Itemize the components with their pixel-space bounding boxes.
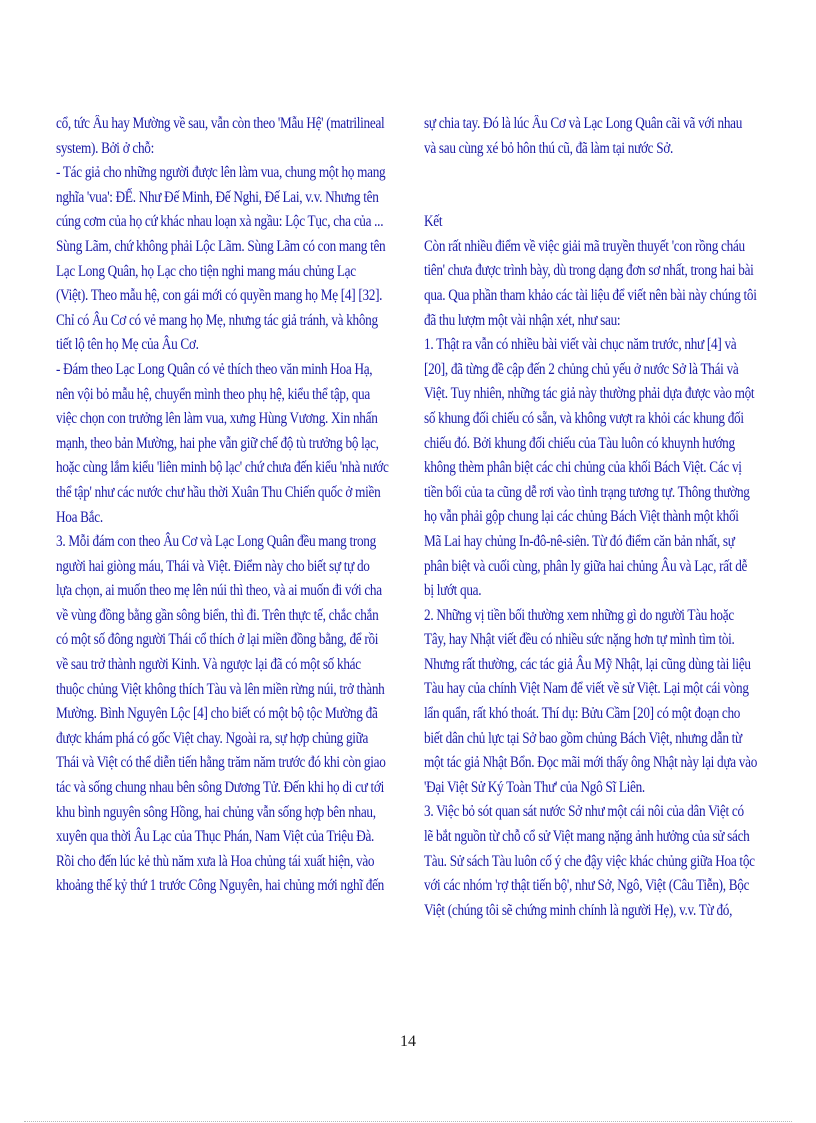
left-line-28: tác và sống chung nhau bên sông Dương Tử. Đến khi họ di cư tới bbox=[56, 779, 384, 797]
right-line-11: tiền bối của ta cũng dễ rơi vào tình trạng tương tự. Thông thường bbox=[424, 483, 750, 501]
left-line-16: thể tập' như các nước chư hầu thời Xuân Thu Chiến quốc ở miền bbox=[56, 483, 381, 501]
left-line-19: người hai giòng máu, Thái và Việt. Điểm này cho biết sự tự do bbox=[56, 557, 370, 575]
right-line-19: Tàu hay của chính Việt Nam để viết về sử Việt. Lại một cái vòng bbox=[424, 680, 749, 698]
footer-divider bbox=[24, 1121, 792, 1122]
right-line-5: 1. Thật ra vẫn có nhiều bài viết vài chục năm trước, như [4] và bbox=[424, 336, 737, 354]
right-line-27: với các nhóm 'rợ thật tiến bộ', như Sở, Ngô, Việt (Câu Tiễn), Bộc bbox=[424, 877, 750, 895]
right-line-24: 3. Việc bỏ sót quan sát nước Sở như một cái nôi của dân Việt có bbox=[424, 803, 744, 821]
right-line-3: qua. Qua phần tham khảo các tài liệu để viết nên bài này chúng tôi bbox=[424, 286, 757, 304]
left-line-6: Sùng Lãm, chứ không phải Lộc Lãm. Sùng Lãm có con mang tên bbox=[56, 237, 386, 255]
left-line-7: Lạc Long Quân, họ Lạc cho tiện nghi mang máu chủng Lạc bbox=[56, 262, 356, 280]
left-line-5: cúng cơm của họ cứ khác nhau loạn xà ngầu: Lộc Tục, cha của ... bbox=[56, 213, 384, 231]
right-line-2: tiên' chưa được trình bày, dù trong dạng đơn sơ nhất, trong hai bài bbox=[424, 262, 754, 280]
left-line-8: (Việt). Theo mẫu hệ, con gái mới có quyền mang họ Mẹ [4] [32]. bbox=[56, 287, 383, 305]
left-line-21: về vùng đồng bằng gần sông biển, thì đi. Trên thực tế, chắc chắn bbox=[56, 606, 379, 624]
right-line-14: phân biệt và cuối cùng, phân ly giữa hai chủng Âu và Lạc, rất dễ bbox=[424, 557, 748, 575]
right-intro-line-2: và sau cùng xé bỏ hôn thú cũ, đã làm tại nước Sở. bbox=[424, 139, 674, 157]
page-number: 14 bbox=[400, 1033, 416, 1050]
left-line-26: được khám phá có gốc Việt chay. Ngoài ra, sự hợp chủng giữa bbox=[56, 729, 369, 747]
right-line-16: 2. Những vị tiền bối thường xem những gì do người Tàu hoặc bbox=[424, 606, 734, 624]
right-line-26: Tàu. Sử sách Tàu luôn cố ý che đậy việc khác chủng giữa Hoa tộc bbox=[424, 852, 755, 870]
left-line-20: lựa chọn, ai muốn theo mẹ lên núi thì theo, và ai muốn đi với cha bbox=[56, 582, 382, 600]
left-line-15: hoặc cùng lắm kiểu 'liên minh bộ lạc' chứ chưa đến kiểu 'nhà nước bbox=[56, 459, 389, 477]
right-line-15: bị lướt qua. bbox=[424, 582, 482, 600]
right-intro-line-1: sự chia tay. Đó là lúc Âu Cơ và Lạc Long Quân cãi vã với nhau bbox=[424, 115, 743, 132]
right-line-23: 'Đại Việt Sử Ký Toàn Thư' của Ngô Sĩ Liên. bbox=[424, 778, 645, 796]
left-line-10: tiết lộ tên họ Mẹ của Âu Cơ. bbox=[56, 336, 199, 354]
left-column bbox=[56, 112, 415, 899]
right-line-20: lẩn quẩn, rất khó thoát. Thí dụ: Bửu Cầm [20] có một đoạn cho bbox=[424, 705, 741, 723]
right-line-6: [20], đã từng đề cập đến 2 chủng chủ yếu ở nước Sở là Thái và bbox=[424, 360, 739, 378]
left-line-22: có một số đông người Thái cổ thích ở lại miền đồng bằng, để rồi bbox=[56, 631, 379, 649]
left-line-1: cổ, tức Âu hay Mường về sau, vẫn còn theo 'Mẫu Hệ' (matrilineal bbox=[56, 115, 385, 132]
right-line-1: Còn rất nhiều điểm về việc giải mã truyền thuyết 'con rồng cháu bbox=[424, 237, 745, 255]
left-line-18: 3. Mỗi đám con theo Âu Cơ và Lạc Long Quân đều mang trong bbox=[56, 533, 376, 551]
right-line-7: Việt. Tuy nhiên, những tác giả này thường phải dựa được vào một bbox=[424, 385, 755, 403]
right-line-21: biết dân chủ lực tại Sở bao gồm chủng Bách Việt, nhưng dẫn từ bbox=[424, 729, 742, 747]
left-line-3: - Tác giả cho những người được lên làm vua, chung một họ mang bbox=[56, 164, 386, 182]
left-line-27: Thái và Việt có thể diễn tiến hằng trăm năm trước đó khi còn giao bbox=[56, 754, 386, 772]
left-line-25: Mường. Bình Nguyên Lộc [4] cho biết có một bộ tộc Mường đã bbox=[56, 705, 378, 723]
left-line-14: mạnh, theo bản Mường, hai phe vẫn giữ chế độ tù trưởng bộ lạc, bbox=[56, 434, 379, 452]
left-line-32: khoảng thế kỷ thứ 1 trước Công Nguyên, hai chủng mới nghĩ đến bbox=[56, 877, 384, 895]
left-line-29: khu bình nguyên sông Hồng, hai chủng vẫn sống hợp bên nhau, bbox=[56, 803, 376, 821]
left-line-2: system). Bởi ở chỗ: bbox=[56, 139, 154, 157]
right-line-22: một tác giả Nhật Bổn. Đọc mãi mới thấy ông Nhật này lại dựa vào bbox=[424, 754, 758, 772]
right-line-8: số khung đối chiếu có sẵn, và không vượt ra khỏi các khung đối bbox=[424, 409, 744, 427]
right-line-17: Tây, hay Nhật viết đều có nhiều sức nặng hơn tự mình tìm tòi. bbox=[424, 631, 735, 649]
left-line-31: Rồi cho đến lúc kẻ thù năm xưa là Hoa chủng tái xuất hiện, vào bbox=[56, 852, 375, 870]
left-line-12: nên vội bỏ mẫu hệ, chuyển mình theo phụ hệ, kiểu thể tập, qua bbox=[56, 385, 370, 403]
left-line-11: - Đám theo Lạc Long Quân có vẻ thích theo văn minh Hoa Hạ, bbox=[56, 360, 373, 378]
right-column bbox=[424, 112, 783, 923]
left-line-30: xuyên qua thời Âu Lạc của Thục Phán, Nam Việt của Triệu Đà. bbox=[56, 828, 375, 846]
left-line-24: thuộc chủng Việt không thích Tàu và lên miền rừng núi, trở thành bbox=[56, 680, 385, 698]
right-line-25: lẽ bắt nguồn từ chỗ cổ sử Việt mang nặng ảnh hưởng của sử sách bbox=[424, 828, 750, 846]
left-line-23: về sau trở thành người Kinh. Và ngược lại đã có một số khác bbox=[56, 656, 361, 674]
left-line-17: Hoa Bắc. bbox=[56, 508, 103, 526]
left-line-9: Chỉ có Âu Cơ có vẻ mang họ Mẹ, nhưng tác giả tránh, và không bbox=[56, 311, 378, 329]
right-line-12: họ vẫn phải gộp chung lại các chủng Bách Việt thành một khối bbox=[424, 508, 739, 526]
right-line-18: Nhưng rất thường, các tác giả Âu Mỹ Nhật, lại cũng dùng tài liệu bbox=[424, 655, 751, 673]
right-line-28: Việt (chúng tôi sẽ chứng minh chính là người Hẹ), v.v. Từ đó, bbox=[424, 901, 733, 919]
right-line-4: đã thu lượm một vài nhận xét, như sau: bbox=[424, 311, 621, 329]
paragraph-gap bbox=[424, 161, 783, 210]
left-line-4: nghĩa 'vua': ĐẾ. Như Đế Minh, Đế Nghi, Đế Lai, v.v. Nhưng tên bbox=[56, 188, 379, 206]
left-line-13: việc chọn con trưởng lên làm vua, xưng Hùng Vương. Xin nhấn bbox=[56, 410, 378, 428]
right-line-10: không thèm phân biệt các chi chủng của khối Bách Việt. Các vị bbox=[424, 459, 742, 477]
right-line-13: Mã Lai hay chủng In-đô-nê-siên. Từ đó điểm căn bản nhất, sự bbox=[424, 532, 735, 550]
right-line-9: chiếu đó. Bởi khung đối chiếu của Tàu luôn có khuynh hướng bbox=[424, 434, 735, 452]
section-heading: Kết bbox=[424, 213, 443, 231]
